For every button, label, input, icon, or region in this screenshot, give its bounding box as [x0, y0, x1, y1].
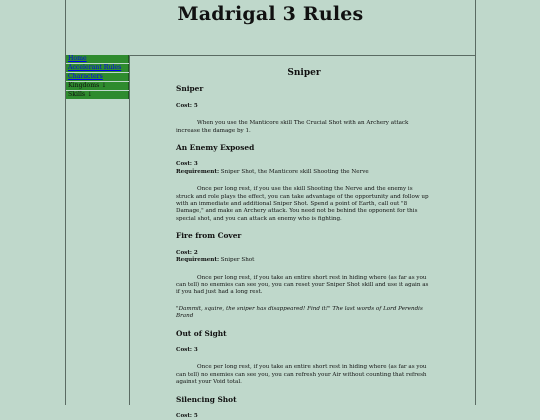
skill-cost: Cost: 5	[176, 102, 198, 109]
requirement-label: Requirement:	[176, 257, 220, 264]
main-content	[176, 55, 432, 420]
requirement-value: Sniper Shot, the Manticore skill Shooting the Nerve	[219, 168, 369, 175]
skill-heading: An Enemy Exposed	[176, 143, 255, 153]
skill-description: Once per long rest, if you take an entire short rest in hiding where (as far as you can tell) no enemies can see you, you can refresh your Air without counting that refresh against your Void total.	[176, 364, 427, 386]
requirement-label: Requirement:	[176, 168, 220, 175]
skill-section-out-of-sight	[176, 330, 432, 387]
site-title: Madrigal 3 Rules	[177, 3, 364, 25]
skill-section-fire-from-cover	[176, 232, 432, 320]
nav-item-home[interactable]: Home	[66, 55, 129, 63]
skill-section-silencing-shot	[176, 396, 432, 420]
skill-cost: Cost: 3	[176, 161, 198, 168]
skill-heading: Silencing Shot	[176, 394, 237, 404]
frame-right-border	[475, 0, 476, 405]
skill-cost: Cost: 2	[176, 249, 198, 256]
nav-sidebar	[66, 55, 130, 405]
skill-section-an-enemy-exposed	[176, 144, 432, 223]
header	[66, 0, 475, 56]
skill-description: When you use the Manticore skill The Crucial Shot with an Archery attack increase the damage by 1.	[176, 120, 409, 134]
page-title: Sniper	[287, 68, 321, 78]
nav-item-kingdoms-dropdown[interactable]: Kingdoms ↓	[66, 82, 129, 90]
nav-item-characters[interactable]: Characters	[66, 73, 129, 81]
skill-description: Once per long rest, if you take an entire short rest in hiding where (as far as you can tell) no enemies can see you, you can reset your Sniper Shot skill and use it again as if you had just had a long rest.	[176, 274, 429, 296]
skill-description: Once per long rest, if you use the skill Shooting the Nerve and the enemy is struck and role plays the effect, you can take advantage of the opportunity and follow up with an immediate and additional Sniper Shot. Spend a point of Earth, call out "8 Damage," and make an Archery attack. You need not be behind the opponent for this special shot, and you can attack an enemy who is fighting.	[176, 186, 429, 222]
requirement-value: Sniper Shot	[219, 257, 255, 264]
skill-cost: Cost: 5	[176, 412, 198, 419]
skill-heading: Out of Sight	[176, 328, 227, 338]
skill-requirement	[176, 257, 432, 264]
nav-item-accelerant-rules[interactable]: Accelerant Rules	[66, 64, 129, 72]
nav-item-skills-dropdown[interactable]: Skills ↓	[66, 91, 129, 99]
skill-section-sniper	[176, 85, 432, 135]
flavor-quote: "Dammit, squire, the sniper has disappeared! Find it!" The last words of Lord Perendis Brand	[176, 305, 423, 320]
skill-heading: Fire from Cover	[176, 231, 242, 241]
skill-heading: Sniper	[176, 84, 204, 94]
skill-cost: Cost: 3	[176, 346, 198, 353]
skill-requirement	[176, 169, 432, 176]
